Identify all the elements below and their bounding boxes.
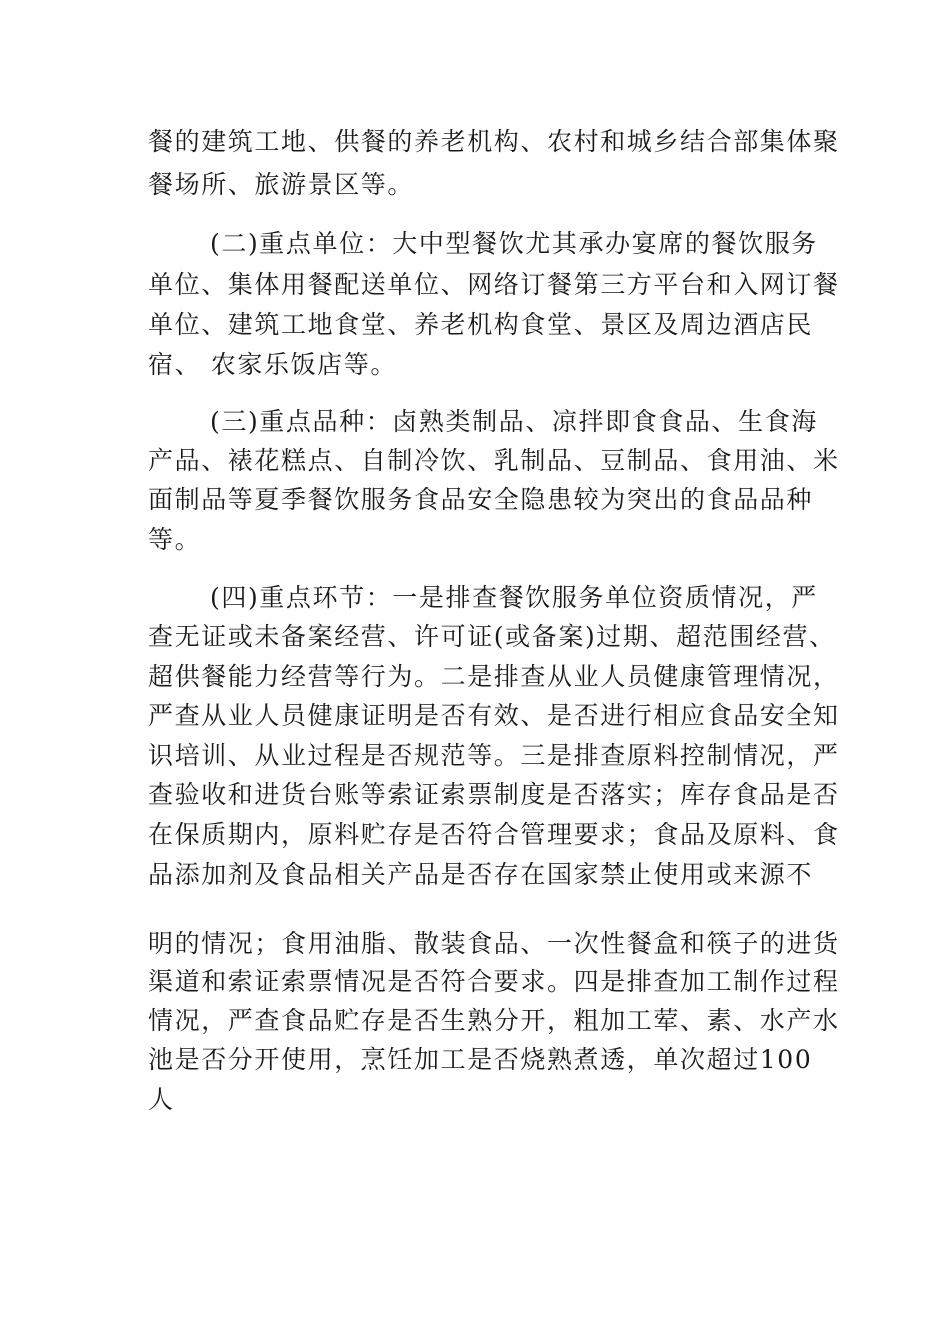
text-line: 人 [148, 1085, 175, 1114]
text-line: 单位、集体用餐配送单位、网络订餐第三方平台和入网订餐 [148, 270, 840, 299]
text-line: 宿、 农家乐饭店等。 [148, 350, 397, 379]
text-line: (三)重点品种：卤熟类制品、凉拌即食食品、生食海 [210, 407, 818, 436]
text-line: 明的情况；食用油脂、散装食品、一次性餐盒和筷子的进货 [148, 929, 840, 958]
text-line: 查无证或未备案经营、许可证(或备案)过期、超范围经营、 [148, 622, 836, 651]
text-line: 产品、裱花糕点、自制冷饮、乳制品、豆制品、食用油、米 [148, 446, 840, 475]
text-line: 餐的建筑工地、供餐的养老机构、农村和城乡结合部集体聚 [148, 127, 840, 156]
text-line: 渠道和索证索票情况是否符合要求。四是排查加工制作过程 [148, 967, 840, 996]
text-line: (二)重点单位：大中型餐饮尤其承办宴席的餐饮服务 [210, 229, 818, 258]
text-line: 池是否分开使用，烹饪加工是否烧熟煮透，单次超过100 [148, 1045, 813, 1074]
text-line: (四)重点环节：一是排查餐饮服务单位资质情况，严 [210, 583, 818, 612]
text-line: 在保质期内，原料贮存是否符合管理要求；食品及原料、食 [148, 820, 840, 849]
text-line: 等。 [148, 525, 202, 554]
text-line: 超供餐能力经营等行为。二是排查从业人员健康管理情况， [148, 662, 840, 691]
text-line: 识培训、从业过程是否规范等。三是排查原料控制情况，严 [148, 741, 840, 770]
text-line: 查验收和进货台账等索证索票制度是否落实；库存食品是否 [148, 780, 840, 809]
text-line: 餐场所、旅游景区等。 [148, 170, 415, 199]
text-line: 严查从业人员健康证明是否有效、是否进行相应食品安全知 [148, 701, 840, 730]
text-line: 品添加剂及食品相关产品是否存在国家禁止使用或来源不 [148, 860, 814, 889]
text-line: 单位、建筑工地食堂、养老机构食堂、景区及周边酒店民 [148, 310, 814, 339]
text-line: 情况，严查食品贮存是否生熟分开，粗加工荤、素、水产水 [148, 1006, 840, 1035]
text-line: 面制品等夏季餐饮服务食品安全隐患较为突出的食品品种 [148, 485, 814, 514]
